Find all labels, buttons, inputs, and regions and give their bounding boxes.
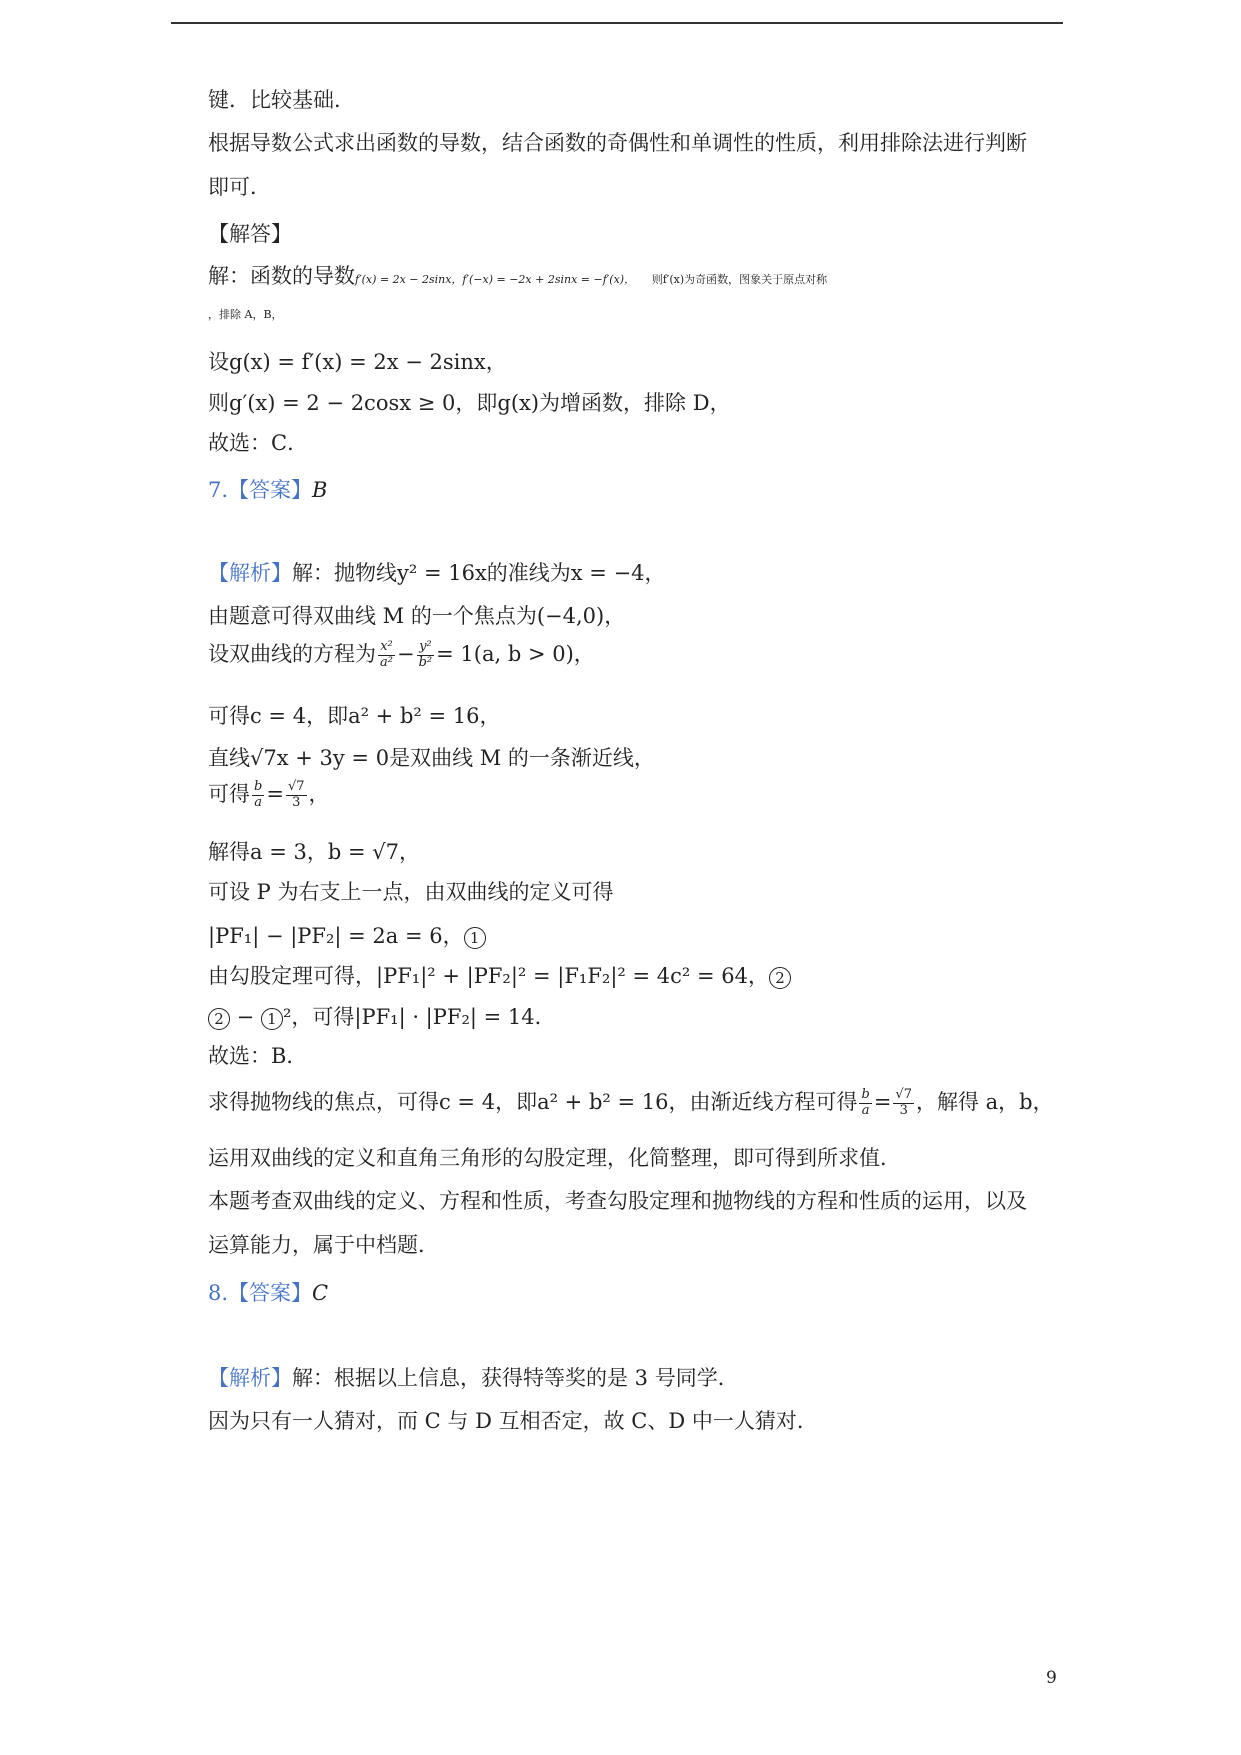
page-number: 9 xyxy=(1046,1668,1057,1688)
text-line: ，排除 A，B， xyxy=(208,308,283,321)
formula-line xyxy=(208,640,595,671)
text-line: 因为只有一人猜对，而 C 与 D 互相否定，故 C、D 中一人猜对． xyxy=(208,1409,818,1433)
circled-number: 1 xyxy=(464,927,486,949)
fraction-denominator: 3 xyxy=(292,794,301,810)
text-line: 故选：B． xyxy=(208,1044,308,1068)
analysis-label: 【解析】 xyxy=(208,561,292,585)
fraction-numerator: b xyxy=(861,1087,870,1102)
formula-line xyxy=(208,264,827,289)
text-segment: = xyxy=(873,1089,892,1114)
text-line: 由题意可得双曲线 M 的一个焦点为(−4,0)， xyxy=(208,604,626,628)
text-segment: ， xyxy=(308,781,330,806)
fraction-numerator: √7 xyxy=(287,779,305,794)
circled-number: 2 xyxy=(769,967,791,989)
text-segment: ，解得 a，b， xyxy=(915,1089,1054,1114)
text-line: 即可． xyxy=(208,175,271,199)
text-line: 故选：C． xyxy=(208,431,309,455)
circled-number: 1 xyxy=(261,1008,283,1030)
text-segment: 则f′(x)为奇函数，图象关于原点对称 xyxy=(651,273,828,286)
text-segment: 解：函数的导数 xyxy=(208,264,355,288)
text-line: 运用双曲线的定义和直角三角形的勾股定理，化简整理，即可得到所求值． xyxy=(208,1146,901,1170)
answer-heading xyxy=(208,1281,328,1306)
formula-line xyxy=(208,1088,1054,1119)
fraction xyxy=(378,640,395,671)
fraction xyxy=(893,1088,914,1119)
answer-heading xyxy=(208,478,327,503)
answer-value: C xyxy=(312,1281,329,1305)
fraction-denominator: b² xyxy=(418,654,433,670)
text-line: 运算能力，属于中档题． xyxy=(208,1233,439,1257)
fraction-numerator: b xyxy=(254,779,263,794)
answer-label: 8.【答案】 xyxy=(208,1281,313,1305)
section-heading: 【解答】 xyxy=(208,222,292,246)
fraction-denominator: 3 xyxy=(899,1102,908,1118)
text-line: 本题考查双曲线的定义、方程和性质，考查勾股定理和抛物线的方程和性质的运用，以及 xyxy=(208,1189,1027,1213)
formula-line: 解得a = 3，b = √7， xyxy=(208,840,420,864)
formula-line: 设g(x) = f′(x) = 2x − 2sinx， xyxy=(208,350,507,374)
text-segment: 由勾股定理可得，|PF₁|² + |PF₂|² = |F₁F₂|² = 4c² = 64， xyxy=(208,964,769,988)
fraction xyxy=(252,780,264,811)
text-segment: 解：根据以上信息，获得特等奖的是 3 号同学． xyxy=(292,1366,739,1390)
fraction-numerator: y² xyxy=(417,640,435,656)
circled-number: 2 xyxy=(208,1008,230,1030)
text-line: 键．比较基础． xyxy=(208,88,355,112)
formula-segment: f′(x) = 2x − 2sinx，f′(−x) = −2x + 2sinx = −f′(x)， xyxy=(355,273,636,286)
fraction xyxy=(286,780,307,811)
text-segment: 求得抛物线的焦点，可得c = 4，即a² + b² = 16，由渐近线方程可得 xyxy=(208,1089,858,1114)
formula-line: 直线√7x + 3y = 0是双曲线 M 的一条渐近线， xyxy=(208,746,655,770)
fraction xyxy=(859,1088,871,1119)
text-segment: |PF₁| − |PF₂| = 2a = 6， xyxy=(208,924,464,948)
analysis-line xyxy=(208,1366,739,1391)
formula-line xyxy=(208,780,330,811)
formula-line xyxy=(208,1005,556,1030)
text-segment: 解：抛物线y² = 16x的准线为x = −4， xyxy=(292,561,666,585)
analysis-line xyxy=(208,561,666,586)
analysis-label: 【解析】 xyxy=(208,1366,292,1390)
formula-line: 则g′(x) = 2 − 2cosx ≥ 0，即g(x)为增函数，排除 D， xyxy=(208,391,731,415)
text-segment: = 1(a, b > 0)， xyxy=(436,641,595,666)
text-segment: 可得 xyxy=(208,781,250,806)
fraction-denominator: a xyxy=(254,794,263,810)
fraction-numerator: x² xyxy=(378,640,395,656)
fraction-numerator: √7 xyxy=(895,1087,912,1102)
header-rule xyxy=(171,22,1063,24)
formula-line xyxy=(208,924,486,949)
text-line: 可设 P 为右支上一点，由双曲线的定义可得 xyxy=(208,880,614,904)
text-segment: − xyxy=(230,1005,261,1029)
text-segment: ²，可得|PF₁| · |PF₂| = 14． xyxy=(282,1005,556,1029)
answer-value: B xyxy=(312,478,328,502)
formula-line: 可得c = 4，即a² + b² = 16， xyxy=(208,704,501,728)
text-line: 根据导数公式求出函数的导数，结合函数的奇偶性和单调性的性质，利用排除法进行判断 xyxy=(208,131,1027,155)
formula-line xyxy=(208,964,791,989)
answer-label: 7.【答案】 xyxy=(208,478,313,502)
fraction xyxy=(417,640,435,671)
text-segment: − xyxy=(396,641,415,666)
text-segment: 设双曲线的方程为 xyxy=(208,641,376,666)
fraction-denominator: a xyxy=(861,1102,870,1118)
fraction-denominator: a² xyxy=(380,654,393,670)
text-segment: = xyxy=(266,781,284,806)
